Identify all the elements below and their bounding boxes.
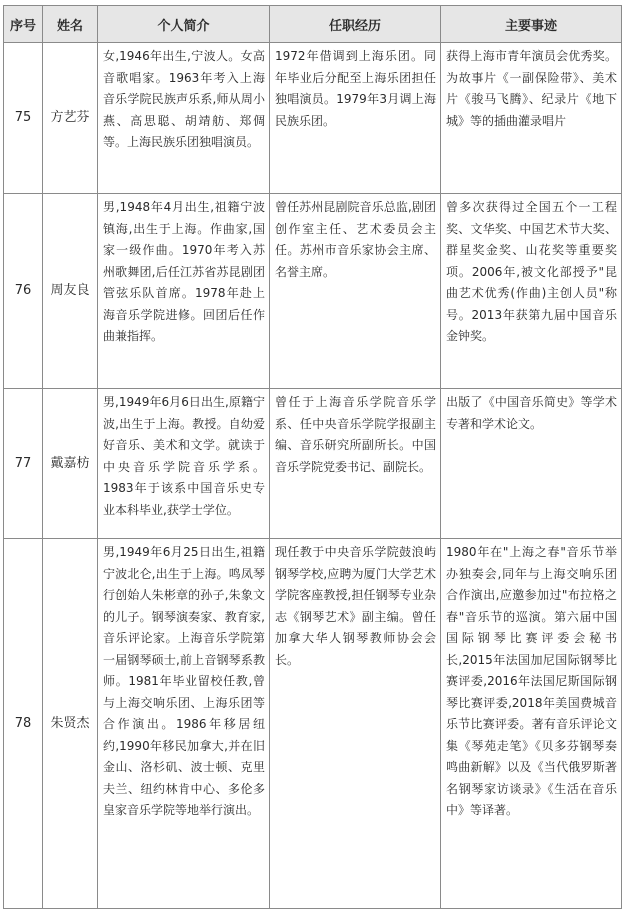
row-achievements: 获得上海市青年演员会优秀奖。为故事片《一副保险带》、美术片《骏马飞腾》、纪录片《地下城》等的插曲灌录唱片 [441,43,622,194]
row-name: 周友良 [43,194,98,389]
row-achievements: 出版了《中国音乐简史》等学术专著和学术论文。 [441,389,622,539]
header-profile: 个人简介 [98,6,270,43]
header-career: 任职经历 [270,6,441,43]
table-row [4,194,622,389]
table-row [4,43,622,194]
row-achievements: 曾多次获得过全国五个一工程奖、文华奖、中国艺术节大奖、群星奖金奖、山花奖等重要奖项。2006年,被文化部授予"昆曲艺术优秀(作曲)主创人员"称号。2013年获第九届中国音乐金钟奖。 [441,194,622,389]
row-name: 方艺芬 [43,43,98,194]
header-name: 姓名 [43,6,98,43]
row-name: 朱贤杰 [43,539,98,909]
row-profile: 男,1948年4月出生,祖籍宁波镇海,出生于上海。作曲家,国家一级作曲。1970年考入苏州歌舞团,后任江苏省苏昆剧团管弦乐队首席。1978年赴上海音乐学院进修。回团后任作曲兼指挥。 [98,194,270,389]
row-career: 现任教于中央音乐学院鼓浪屿钢琴学校,应聘为厦门大学艺术学院客座教授,担任钢琴专业杂志《钢琴艺术》副主编。曾任加拿大华人钢琴教师协会会长。 [270,539,441,909]
row-career: 曾任于上海音乐学院音乐学系、任中央音乐学院学报副主编、音乐研究所副所长。中国音乐学院党委书记、副院长。 [270,389,441,539]
row-profile: 男,1949年6月6日出生,原籍宁波,出生于上海。教授。自幼爱好音乐、美术和文学。就读于中央音乐学院音乐学系。1983年于该系中国音乐史专业本科毕业,获学士学位。 [98,389,270,539]
row-number: 76 [4,194,43,389]
row-profile: 女,1946年出生,宁波人。女高音歌唱家。1963年考入上海音乐学院民族声乐系,师从周小燕、高思聪、胡靖舫、郑倜等。上海民族乐团独唱演员。 [98,43,270,194]
header-number: 序号 [4,6,43,43]
row-number: 75 [4,43,43,194]
row-career: 曾任苏州昆剧院音乐总监,剧团创作室主任、艺术委员会主任。苏州市音乐家协会主席、名誉主席。 [270,194,441,389]
header-achievements: 主要事迹 [441,6,622,43]
row-profile: 男,1949年6月25日出生,祖籍宁波北仑,出生于上海。鸣凤琴行创始人朱彬章的孙子,朱象文的儿子。钢琴演奏家、教育家,音乐评论家。上海音乐学院第一届钢琴硕士,前上音钢琴系教师。1981年毕业留校任教,曾与上海交响乐团、上海乐团等合作演出。1986年移居纽约,1990年移民加拿大,并在旧金山、洛杉矶、波士顿、克里夫兰、纽约林肯中心、多伦多皇家音乐学院等地举行演出。 [98,539,270,909]
row-number: 77 [4,389,43,539]
row-achievements: 1980年在"上海之春"音乐节举办独奏会,同年与上海交响乐团合作演出,应邀参加过"布拉格之春"音乐节的巡演。第六届中国国际钢琴比赛评委会秘书长,2015年法国加尼国际钢琴比赛评委,2016年法国尼斯国际钢琴比赛评委,2018年美国费城音乐节比赛评委。著有音乐评论文集《琴苑走笔》《贝多芬钢琴奏鸣曲新解》以及《当代俄罗斯著名钢琴家访谈录》《生活在音乐中》等译著。 [441,539,622,909]
musician-table [3,5,622,909]
table-row [4,539,622,909]
table-row [4,389,622,539]
row-name: 戴嘉枋 [43,389,98,539]
row-career: 1972年借调到上海乐团。同年毕业后分配至上海乐团担任独唱演员。1979年3月调上海民族乐团。 [270,43,441,194]
header-row [4,6,622,43]
row-number: 78 [4,539,43,909]
